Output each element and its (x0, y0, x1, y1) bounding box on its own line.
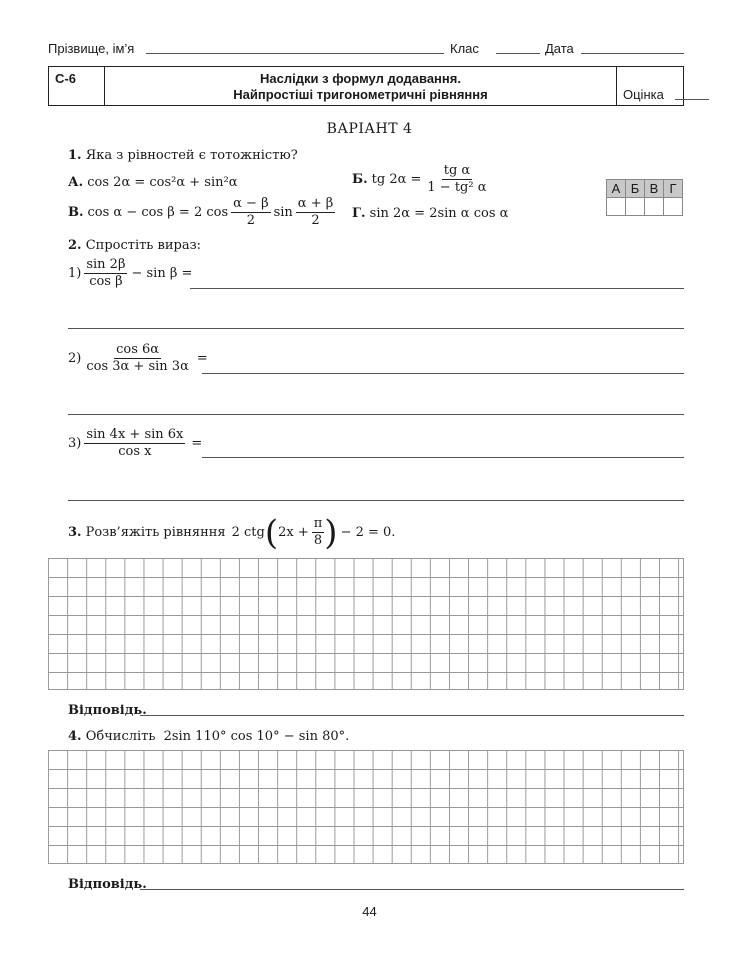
task2-item-3 (68, 428, 202, 459)
option-v-num-1: α − β (233, 196, 269, 211)
task3-right-paren: ) (324, 512, 338, 553)
task2-item-1-den: cos β (89, 274, 123, 289)
option-b-num: tg α (443, 163, 471, 178)
option-v-mid: sin (273, 205, 293, 220)
option-v (68, 197, 335, 228)
option-g-expr: sin 2α = 2sin α cos α (369, 206, 509, 221)
task3-pi-den: 8 (313, 533, 323, 548)
task1-number: 1. (68, 148, 82, 163)
work-code (49, 67, 105, 105)
answer-cell-v[interactable] (645, 198, 664, 216)
answer-letter-a: А (607, 180, 626, 198)
task4-expr: 2sin 110° cos 10° − sin 80°. (163, 729, 350, 744)
task2-item-2-label: 2) (68, 351, 82, 366)
date-label: Дата (545, 41, 574, 56)
task3-pi-num: π (313, 516, 323, 531)
page-number: 44 (362, 904, 377, 919)
task2-item-3-num: sin 4x + sin 6x (86, 427, 184, 442)
work-code-text: С-6 (55, 71, 76, 86)
surname-field[interactable] (146, 53, 444, 54)
task4-answer-label (68, 877, 147, 892)
grade-field[interactable] (675, 99, 709, 100)
task2-item-2-tail: = (196, 351, 208, 366)
date-field[interactable] (581, 53, 684, 54)
task2-item-1-num: sin 2β (86, 257, 126, 272)
task2-item-3-fraction (84, 428, 185, 459)
answer-letter-v: В (645, 180, 664, 198)
option-v-label: В. (68, 205, 84, 220)
option-v-fraction-2 (296, 197, 335, 228)
task2-item-2-den: cos 3α + sin 3α (86, 359, 189, 374)
task3-expr-left: 2 ctg (231, 525, 265, 540)
work-title (105, 67, 617, 105)
grade-label: Оцінка (623, 87, 664, 102)
class-label: Клас (450, 41, 479, 56)
header-box (48, 66, 684, 106)
task2-item-1-answer-line-2[interactable] (68, 328, 684, 329)
task1-text: Яка з рівностей є тотожністю? (85, 148, 298, 163)
task3-expr-right: − 2 = 0. (340, 525, 396, 540)
task3-question (68, 512, 396, 553)
class-field[interactable] (496, 53, 540, 54)
task3-pi-fraction (312, 517, 325, 548)
task3-answer-label (68, 703, 147, 718)
task3-answer-label-text: Відповідь. (68, 703, 147, 718)
task2-item-1-label: 1) (68, 266, 82, 281)
task2-item-1-fraction (84, 258, 127, 289)
task2-item-3-label: 3) (68, 436, 82, 451)
task2-item-1-tail: − sin β = (131, 266, 193, 281)
task2-item-1-answer-line-1[interactable] (190, 288, 684, 289)
option-v-left: cos α − cos β = 2 cos (87, 205, 229, 220)
option-a (68, 175, 238, 190)
task2-item-1 (68, 258, 192, 289)
task2-number: 2. (68, 238, 82, 253)
task4-work-grid[interactable] (48, 750, 684, 864)
option-a-expr: cos 2α = cos²α + sin²α (87, 175, 238, 190)
title-line-2: Найпростіші тригонометричні рівняння (233, 87, 488, 102)
task2-item-3-den: cos x (118, 444, 152, 459)
task3-inner: 2x + (278, 525, 309, 540)
option-v-num-2: α + β (297, 196, 334, 211)
task2-text: Спростіть вираз: (85, 238, 202, 253)
task3-answer-field[interactable] (140, 715, 684, 716)
answer-table (606, 179, 683, 216)
surname-label: Прізвище, ім’я (48, 41, 135, 56)
option-b (352, 164, 489, 195)
task4-number: 4. (68, 729, 82, 744)
task2-item-3-tail: = (191, 436, 203, 451)
task1-question (68, 148, 298, 163)
task3-left-paren: ( (264, 512, 279, 553)
task2-question (68, 238, 201, 253)
answer-letter-g: Г (664, 180, 683, 198)
task4-answer-label-text: Відповідь. (68, 877, 147, 892)
task2-item-3-answer-line-1[interactable] (202, 457, 684, 458)
option-v-den-1: 2 (246, 213, 255, 228)
task4-question (68, 729, 349, 744)
title-line-1: Наслідки з формул додавання. (260, 71, 461, 86)
option-v-den-2: 2 (311, 213, 320, 228)
task2-item-2-answer-line-2[interactable] (68, 414, 684, 415)
option-b-fraction (425, 164, 488, 195)
option-b-den: 1 − tg² α (427, 180, 487, 195)
task4-answer-field[interactable] (140, 889, 684, 890)
task2-item-2-num: cos 6α (116, 342, 160, 357)
option-g-label: Г. (352, 206, 366, 221)
task3-number: 3. (68, 525, 82, 540)
option-g (352, 206, 508, 221)
task2-item-3-answer-line-2[interactable] (68, 500, 684, 501)
task3-work-grid[interactable] (48, 558, 684, 690)
answer-cell-g[interactable] (664, 198, 683, 216)
answer-letter-b: Б (626, 180, 645, 198)
task2-item-2-answer-line-1[interactable] (202, 373, 684, 374)
answer-cell-b[interactable] (626, 198, 645, 216)
option-v-fraction-1 (231, 197, 270, 228)
option-a-label: А. (68, 175, 84, 190)
answer-cell-a[interactable] (607, 198, 626, 216)
option-b-left: tg 2α = (371, 172, 422, 187)
task4-text: Обчисліть (85, 729, 156, 744)
task3-text: Розв’яжіть рівняння (85, 525, 226, 540)
option-b-label: Б. (352, 172, 368, 187)
variant-title: ВАРІАНТ 4 (326, 121, 413, 137)
task2-item-2 (68, 343, 208, 374)
task2-item-2-fraction (84, 343, 191, 374)
grade-cell (617, 67, 685, 105)
